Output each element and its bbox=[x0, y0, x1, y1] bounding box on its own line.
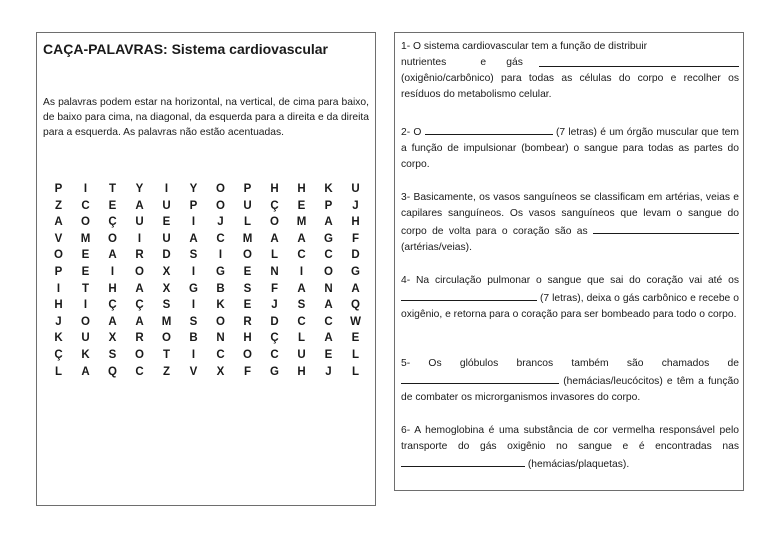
grid-letter[interactable]: O bbox=[324, 265, 333, 278]
grid-letter[interactable]: X bbox=[162, 282, 171, 295]
grid-letter[interactable]: C bbox=[297, 249, 306, 262]
grid-letter[interactable]: N bbox=[270, 265, 279, 278]
grid-letter[interactable]: E bbox=[324, 348, 333, 361]
question-1-word: nutrientes bbox=[401, 57, 447, 68]
grid-letter[interactable]: A bbox=[270, 232, 279, 245]
grid-letter[interactable]: I bbox=[218, 249, 223, 262]
grid-letter[interactable]: I bbox=[299, 265, 304, 278]
grid-letter[interactable]: S bbox=[243, 282, 252, 295]
grid-letter[interactable]: N bbox=[324, 282, 333, 295]
grid-letter[interactable]: L bbox=[351, 348, 360, 361]
grid-letter[interactable]: C bbox=[324, 315, 333, 328]
grid-letter[interactable]: A bbox=[297, 282, 306, 295]
grid-letter[interactable]: K bbox=[324, 183, 333, 195]
grid-letter[interactable]: U bbox=[297, 348, 306, 361]
grid-letter[interactable]: E bbox=[351, 332, 360, 345]
question-5-hint: (hemácias/leucócitos) e têm a função de combater os microrganismos invasores do corpo. bbox=[401, 376, 739, 403]
grid-letter[interactable]: M bbox=[242, 232, 253, 245]
grid-letter[interactable]: O bbox=[243, 348, 252, 361]
grid-letter[interactable]: O bbox=[216, 199, 225, 212]
grid-letter[interactable]: O bbox=[135, 265, 144, 278]
grid-letter[interactable]: S bbox=[108, 348, 117, 361]
grid-letter[interactable]: O bbox=[243, 249, 252, 262]
grid-letter[interactable]: A bbox=[189, 232, 198, 245]
grid-letter[interactable]: A bbox=[135, 282, 144, 295]
grid-letter[interactable]: X bbox=[216, 365, 225, 378]
grid-letter[interactable]: S bbox=[162, 299, 171, 312]
grid-letter[interactable]: Ç bbox=[135, 299, 144, 312]
grid-letter[interactable]: C bbox=[216, 232, 225, 245]
grid-letter[interactable]: T bbox=[108, 183, 117, 195]
question-2-start: 2- O bbox=[401, 127, 422, 138]
grid-letter[interactable]: I bbox=[191, 348, 196, 361]
grid-letter[interactable]: J bbox=[325, 365, 332, 378]
grid-letter[interactable]: O bbox=[216, 183, 225, 195]
grid-letter[interactable]: A bbox=[135, 199, 144, 212]
grid-letter[interactable]: Ç bbox=[108, 216, 117, 229]
question-1-line1: 1- O sistema cardiovascular tem a função de distribuir bbox=[401, 41, 648, 52]
grid-letter[interactable]: L bbox=[54, 365, 63, 378]
grid-letter[interactable]: G bbox=[270, 365, 279, 378]
grid-letter[interactable]: A bbox=[54, 216, 63, 229]
grid-letter[interactable]: U bbox=[243, 199, 252, 212]
grid-letter[interactable]: D bbox=[162, 249, 171, 262]
grid-letter[interactable]: A bbox=[108, 315, 117, 328]
question-1-line2 bbox=[401, 55, 739, 71]
grid-letter[interactable]: L bbox=[243, 216, 252, 229]
grid-letter[interactable]: I bbox=[164, 183, 169, 195]
grid-letter[interactable]: A bbox=[135, 315, 144, 328]
grid-letter[interactable]: H bbox=[270, 183, 279, 195]
grid-letter[interactable]: E bbox=[81, 265, 90, 278]
grid-letter[interactable]: M bbox=[296, 216, 307, 229]
question-4-hint: (7 letras), deixa o gás carbônico e recebe o oxigênio, e retorna para o coração para ser bombeado para todo o corpo. bbox=[401, 293, 739, 320]
grid-letter[interactable]: A bbox=[324, 332, 333, 345]
grid-letter[interactable]: R bbox=[243, 315, 252, 328]
question-3 bbox=[401, 190, 739, 256]
question-4 bbox=[401, 273, 739, 323]
question-1-word: e bbox=[480, 57, 487, 68]
answer-blank-5[interactable] bbox=[401, 372, 559, 384]
grid-letter[interactable]: P bbox=[54, 183, 63, 195]
grid-letter[interactable]: P bbox=[189, 199, 198, 212]
grid-letter[interactable]: R bbox=[135, 332, 144, 345]
grid-letter[interactable]: O bbox=[81, 315, 90, 328]
grid-letter[interactable]: S bbox=[189, 249, 198, 262]
grid-letter[interactable]: I bbox=[110, 265, 115, 278]
grid-letter[interactable]: O bbox=[81, 216, 90, 229]
grid-letter[interactable]: D bbox=[270, 315, 279, 328]
grid-letter[interactable]: H bbox=[351, 216, 360, 229]
question-3-hint: (artérias/veias). bbox=[401, 242, 472, 253]
letter-grid bbox=[45, 181, 369, 380]
grid-letter[interactable]: J bbox=[271, 299, 278, 312]
grid-letter[interactable]: C bbox=[324, 249, 333, 262]
grid-letter[interactable]: H bbox=[108, 282, 117, 295]
grid-letter[interactable]: U bbox=[135, 216, 144, 229]
grid-letter[interactable]: A bbox=[324, 299, 333, 312]
question-5-text: 5- Os glóbulos brancos também são chamados de bbox=[401, 358, 739, 369]
grid-letter[interactable]: C bbox=[297, 315, 306, 328]
grid-letter[interactable]: Q bbox=[351, 299, 360, 312]
grid-letter[interactable]: R bbox=[135, 249, 144, 262]
grid-letter[interactable]: Ç bbox=[270, 332, 279, 345]
grid-letter[interactable]: Y bbox=[135, 183, 144, 195]
grid-letter[interactable]: T bbox=[81, 282, 90, 295]
grid-letter[interactable]: Z bbox=[54, 199, 63, 212]
question-6-hint: (hemácias/plaquetas). bbox=[527, 459, 630, 470]
answer-blank-4[interactable] bbox=[401, 289, 537, 301]
grid-letter[interactable]: C bbox=[135, 365, 144, 378]
grid-letter[interactable]: O bbox=[162, 332, 171, 345]
page-title: CAÇA-PALAVRAS: Sistema cardiovascular bbox=[43, 41, 329, 57]
answer-blank-6[interactable] bbox=[401, 455, 525, 467]
grid-letter[interactable]: X bbox=[162, 265, 171, 278]
grid-letter[interactable]: F bbox=[270, 282, 279, 295]
grid-letter[interactable]: T bbox=[162, 348, 171, 361]
question-2-hint: (7 letras) é um órgão muscular que tem a função de impulsionar (bombear) o sangue para todas as partes do corpo. bbox=[401, 127, 739, 170]
grid-letter[interactable]: E bbox=[297, 199, 306, 212]
grid-letter[interactable]: J bbox=[55, 315, 62, 328]
question-6 bbox=[401, 423, 739, 473]
grid-letter[interactable]: C bbox=[216, 348, 225, 361]
grid-letter[interactable]: G bbox=[324, 232, 333, 245]
grid-letter[interactable]: N bbox=[216, 332, 225, 345]
grid-letter[interactable]: O bbox=[54, 249, 63, 262]
grid-letter[interactable]: H bbox=[297, 365, 306, 378]
grid-letter[interactable]: L bbox=[297, 332, 306, 345]
grid-letter[interactable]: C bbox=[270, 348, 279, 361]
grid-letter[interactable]: I bbox=[191, 216, 196, 229]
grid-letter[interactable]: V bbox=[189, 365, 198, 378]
grid-letter[interactable]: B bbox=[216, 282, 225, 295]
grid-letter[interactable]: J bbox=[352, 199, 359, 212]
word-search-panel bbox=[36, 32, 376, 506]
answer-blank-1[interactable] bbox=[539, 55, 739, 67]
grid-letter[interactable]: G bbox=[216, 265, 225, 278]
question-1-word: gás bbox=[506, 57, 523, 68]
grid-letter[interactable]: Ç bbox=[108, 299, 117, 312]
grid-letter[interactable]: U bbox=[162, 199, 171, 212]
grid-letter[interactable]: E bbox=[108, 199, 117, 212]
grid-letter[interactable]: D bbox=[351, 249, 360, 262]
question-2 bbox=[401, 123, 739, 173]
grid-letter[interactable]: K bbox=[54, 332, 63, 345]
grid-letter[interactable]: Ç bbox=[270, 199, 279, 212]
grid-letter[interactable]: O bbox=[135, 348, 144, 361]
instructions-text: As palavras podem estar na horizontal, na vertical, de cima para baixo, de baixo para cima, na diagonal, da esquerda para a direita e da direita para a esquerda. As palavras não estão acentuadas. bbox=[43, 97, 369, 138]
grid-letter[interactable]: W bbox=[350, 315, 361, 328]
grid-letter[interactable]: H bbox=[243, 332, 252, 345]
grid-letter[interactable]: E bbox=[81, 249, 90, 262]
answer-blank-2[interactable] bbox=[425, 123, 553, 135]
grid-letter[interactable]: V bbox=[54, 232, 63, 245]
grid-letter[interactable]: F bbox=[243, 365, 252, 378]
grid-letter[interactable]: L bbox=[270, 249, 279, 262]
question-3-text: 3- Basicamente, os vasos sanguíneos se classificam em artérias, veias e capilares sanguíneos. Os vasos sanguíneos que levam o sangue do corpo de volta para o coração são as bbox=[401, 192, 739, 237]
grid-letter[interactable]: A bbox=[108, 249, 117, 262]
grid-letter[interactable]: F bbox=[351, 232, 360, 245]
question-1-rest: (oxigênio/carbônico) para todas as células do corpo e recolher os resíduos do metabolismo celular. bbox=[401, 73, 739, 100]
grid-letter[interactable]: E bbox=[162, 216, 171, 229]
grid-letter[interactable]: A bbox=[324, 216, 333, 229]
grid-letter[interactable]: M bbox=[80, 232, 91, 245]
grid-letter[interactable]: I bbox=[191, 265, 196, 278]
question-4-text: 4- Na circulação pulmonar o sangue que sai do coração vai até os bbox=[401, 275, 739, 286]
questions-panel bbox=[394, 32, 744, 491]
grid-letter[interactable]: P bbox=[54, 265, 63, 278]
grid-letter[interactable]: Q bbox=[108, 365, 117, 378]
grid-letter[interactable]: E bbox=[243, 299, 252, 312]
grid-letter[interactable]: I bbox=[83, 183, 88, 195]
grid-letter[interactable]: A bbox=[297, 232, 306, 245]
grid-letter[interactable]: H bbox=[297, 183, 306, 195]
answer-blank-3[interactable] bbox=[593, 222, 739, 234]
grid-letter[interactable]: I bbox=[83, 299, 88, 312]
grid-letter[interactable]: P bbox=[243, 183, 252, 195]
grid-letter[interactable]: U bbox=[162, 232, 171, 245]
grid-letter[interactable]: C bbox=[81, 199, 90, 212]
grid-letter[interactable]: X bbox=[108, 332, 117, 345]
grid-letter[interactable]: Y bbox=[189, 183, 198, 195]
grid-letter[interactable]: O bbox=[270, 216, 279, 229]
grid-letter[interactable]: G bbox=[189, 282, 198, 295]
grid-letter[interactable]: I bbox=[191, 299, 196, 312]
grid-letter[interactable]: A bbox=[81, 365, 90, 378]
grid-letter[interactable]: Ç bbox=[54, 348, 63, 361]
grid-letter[interactable]: B bbox=[189, 332, 198, 345]
grid-letter[interactable]: A bbox=[351, 282, 360, 295]
grid-letter[interactable]: G bbox=[351, 265, 360, 278]
grid-letter[interactable]: S bbox=[297, 299, 306, 312]
grid-letter[interactable]: Z bbox=[162, 365, 171, 378]
question-6-text: 6- A hemoglobina é uma substância de cor vermelha responsável pelo transporte do gás oxigênio no sangue e é encontradas nas bbox=[401, 425, 739, 452]
grid-letter[interactable]: I bbox=[56, 282, 61, 295]
grid-letter[interactable]: P bbox=[324, 199, 333, 212]
grid-letter[interactable]: J bbox=[217, 216, 224, 229]
grid-letter[interactable]: M bbox=[161, 315, 172, 328]
grid-letter[interactable]: O bbox=[216, 315, 225, 328]
grid-letter[interactable]: H bbox=[54, 299, 63, 312]
grid-letter[interactable]: I bbox=[137, 232, 142, 245]
grid-letter[interactable]: U bbox=[81, 332, 90, 345]
question-1 bbox=[401, 39, 739, 103]
grid-letter[interactable]: K bbox=[216, 299, 225, 312]
grid-letter[interactable]: L bbox=[351, 365, 360, 378]
grid-letter[interactable]: E bbox=[243, 265, 252, 278]
question-5 bbox=[401, 356, 739, 406]
grid-letter[interactable]: S bbox=[189, 315, 198, 328]
grid-letter[interactable]: O bbox=[108, 232, 117, 245]
grid-letter[interactable]: K bbox=[81, 348, 90, 361]
grid-letter[interactable]: U bbox=[351, 183, 360, 195]
